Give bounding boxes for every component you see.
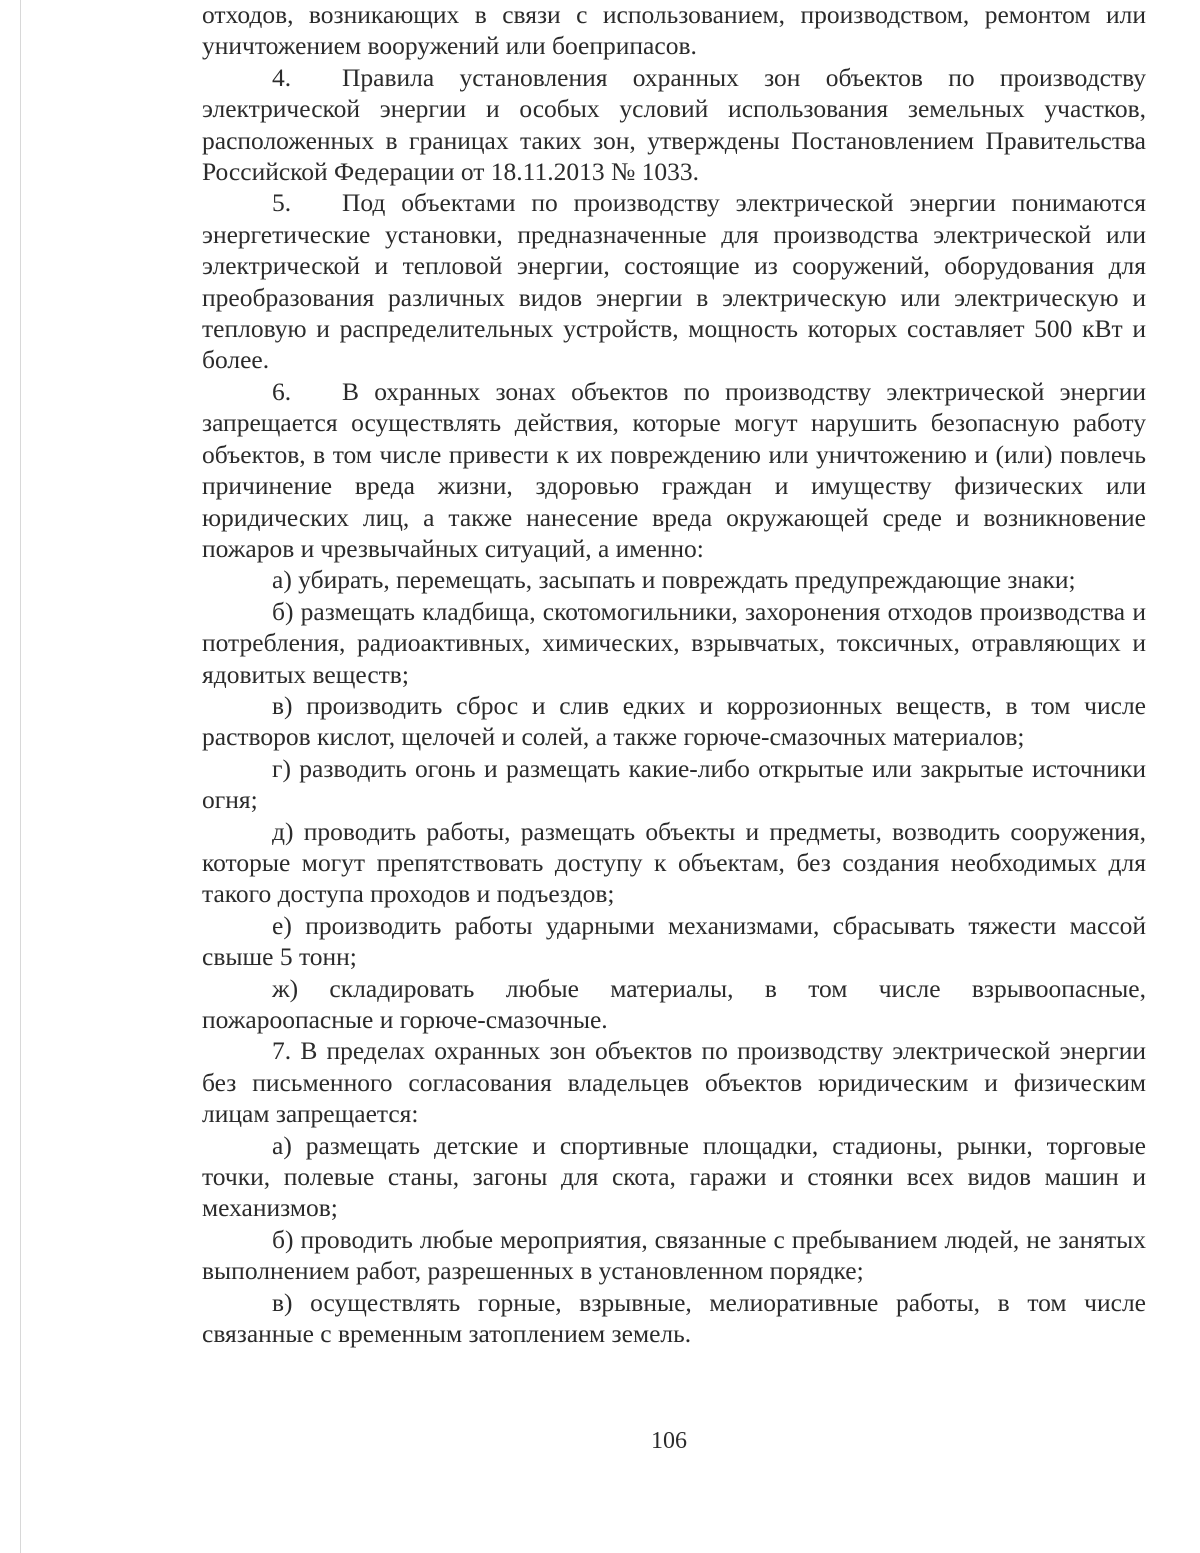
paragraph-continuation (202, 0, 1146, 62)
list-item-7a (202, 1130, 1146, 1224)
paragraph-text: Правила установления охранных зон объектов по производству электрической энергии и особых условий использования земельных участков, расположенных в границах таких зон, утверждены Постановлением Правительства Российской Федерации от 18.11.2013 № 1033. (202, 62, 1146, 187)
paragraph-number: 6. (272, 376, 292, 406)
list-item-text: б) размещать кладбища, скотомогильники, захоронения отходов производства и потребления, радиоактивных, химических, взрывчатых, токсичных, отравляющих и ядовитых веществ; (202, 596, 1146, 689)
paragraph-7 (202, 1035, 1146, 1129)
list-item-6d (202, 816, 1146, 910)
list-item-text: а) убирать, перемещать, засыпать и повреждать предупреждающие знаки; (272, 565, 1076, 595)
list-item-text: в) производить сброс и слив едких и коррозионных веществ, в том числе растворов кислот, щелочей и солей, а также горюче-смазочных материалов; (202, 690, 1146, 752)
list-item-6g (202, 753, 1146, 816)
document-body (202, 0, 1146, 1349)
list-item-7b (202, 1224, 1146, 1287)
paragraph-4 (202, 62, 1146, 188)
paragraph-text: В охранных зонах объектов по производству электрической энергии запрещается осуществлять действия, которые могут нарушить безопасную работу объектов, в том числе привести к их повреждению или уничтожению и (или) повлечь причинение вреда жизни, здоровью граждан и имуществу физических или юридических лиц, а также нанесение вреда окружающей среде и возникновение пожаров и чрезвычайных ситуаций, а именно: (202, 376, 1146, 563)
list-item-6zh (202, 973, 1146, 1036)
page-number: 106 (651, 1428, 687, 1454)
paragraph-5 (202, 187, 1146, 375)
list-item-text: е) производить работы ударными механизмами, сбрасывать тяжести массой свыше 5 тонн; (202, 910, 1146, 972)
list-item-text: д) проводить работы, размещать объекты и предметы, возводить сооружения, которые могут препятствовать доступу к объектам, без создания необходимых для такого доступа проходов и подъездов; (202, 816, 1146, 909)
list-item-text: ж) складировать любые материалы, в том числе взрывоопасные, пожароопасные и горюче-смазочные. (202, 973, 1146, 1034)
paragraph-text: 7. В пределах охранных зон объектов по производству электрической энергии без письменного согласования владельцев объектов юридическим и физическим лицам запрещается: (202, 1036, 1146, 1129)
paragraph-number: 5. (272, 188, 292, 218)
list-item-6b (202, 596, 1146, 690)
paragraph-6 (202, 376, 1146, 564)
list-item-text: г) разводить огонь и размещать какие-либо открытые или закрытые источники огня; (202, 753, 1146, 815)
list-item-7v (202, 1287, 1146, 1350)
paragraph-text: Под объектами по производству электрической энергии понимаются энергетические установки, предназначенные для производства электрической или электрической и тепловой энергии, состоящие из сооружений, оборудования для преобразования различных видов энергии в электрическую или электрическую и тепловую и распределительных устройств, мощность которых составляет 500 кВт и более. (202, 188, 1146, 375)
list-item-text: б) проводить любые мероприятия, связанные с пребыванием людей, не занятых выполнением работ, разрешенных в установленном порядке; (202, 1224, 1146, 1286)
list-item-6e (202, 910, 1146, 973)
list-item-6a (202, 564, 1146, 595)
list-item-text: в) осуществлять горные, взрывные, мелиоративные работы, в том числе связанные с временным затоплением земель. (202, 1287, 1146, 1349)
paragraph-text: отходов, возникающих в связи с использованием, производством, ремонтом или уничтожением вооружений или боеприпасов. (202, 0, 1146, 61)
scan-edge-line (20, 0, 21, 1553)
list-item-text: а) размещать детские и спортивные площадки, стадионы, рынки, торговые точки, полевые станы, загоны для скота, гаражи и стоянки всех видов машин и механизмов; (202, 1130, 1146, 1223)
list-item-6v (202, 690, 1146, 753)
paragraph-number: 4. (272, 62, 292, 92)
